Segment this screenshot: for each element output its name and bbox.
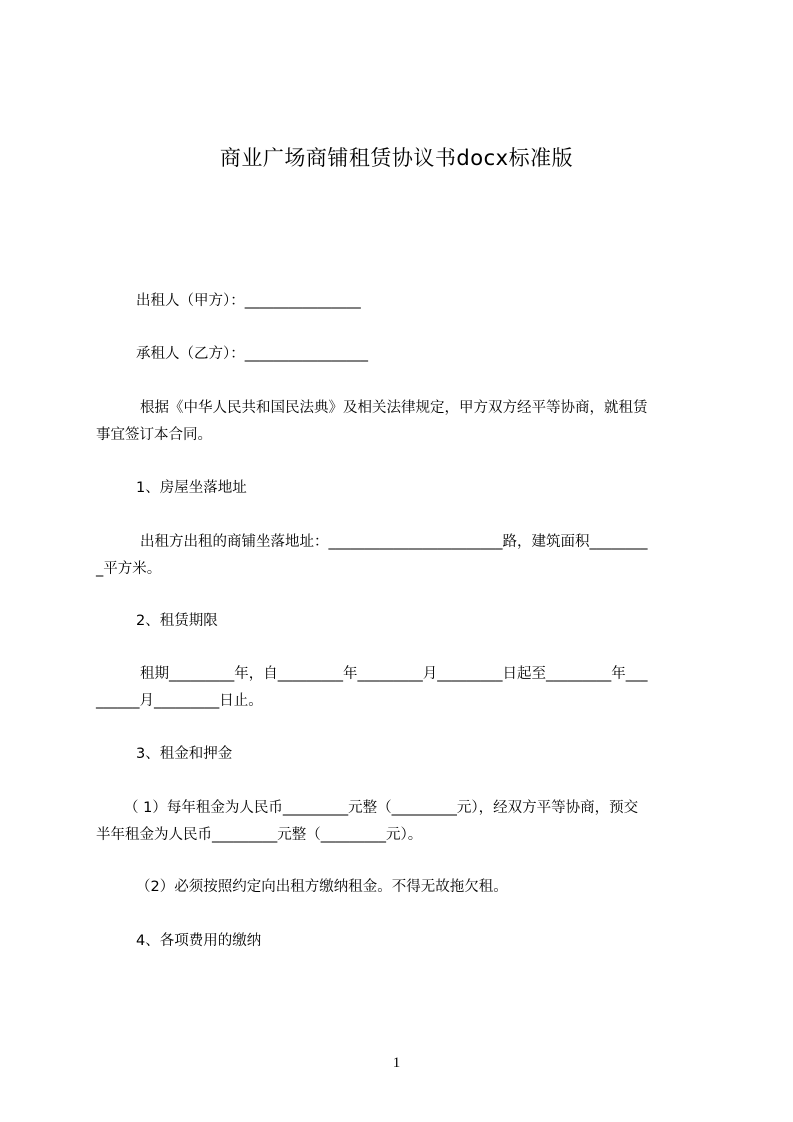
section-3-item-2: （2）必须按照约定向出租方缴纳租金。不得无故拖欠租。: [136, 879, 508, 895]
page-number: 1: [392, 1055, 401, 1071]
section-1-line-2: _平方米。: [96, 561, 162, 577]
lessor-line: 出租人（甲方）：________________: [136, 293, 361, 309]
document-title: 商业广场商铺租赁协议书docx标准版: [219, 146, 574, 170]
preamble-line-2: 事宜签订本合同。: [96, 427, 212, 443]
section-2-line-2: ______月_________日止。: [96, 693, 263, 709]
section-1-line-1: 出租方出租的商铺坐落地址：________________________路，建筑面积________: [140, 534, 648, 550]
section-3-item-1-line-1: （ 1）每年租金为人民币_________元整（_________元），经双方平等协商，预交: [124, 800, 639, 816]
section-3-heading: 3、租金和押金: [136, 746, 233, 762]
section-2-line-1: 租期_________年，自_________年_________月_________日起至_________年___: [140, 666, 648, 682]
lessee-line: 承租人（乙方）：_________________: [136, 346, 368, 362]
section-4-heading: 4、各项费用的缴纳: [136, 933, 262, 949]
section-2-heading: 2、租赁期限: [136, 613, 218, 629]
section-3-item-1-line-2: 半年租金为人民币_________元整（_________元）。: [96, 827, 423, 843]
preamble-line-1: 根据《中华人民共和国民法典》及相关法律规定，甲方双方经平等协商，就租赁: [140, 400, 648, 416]
section-1-heading: 1、房屋坐落地址: [136, 480, 247, 496]
